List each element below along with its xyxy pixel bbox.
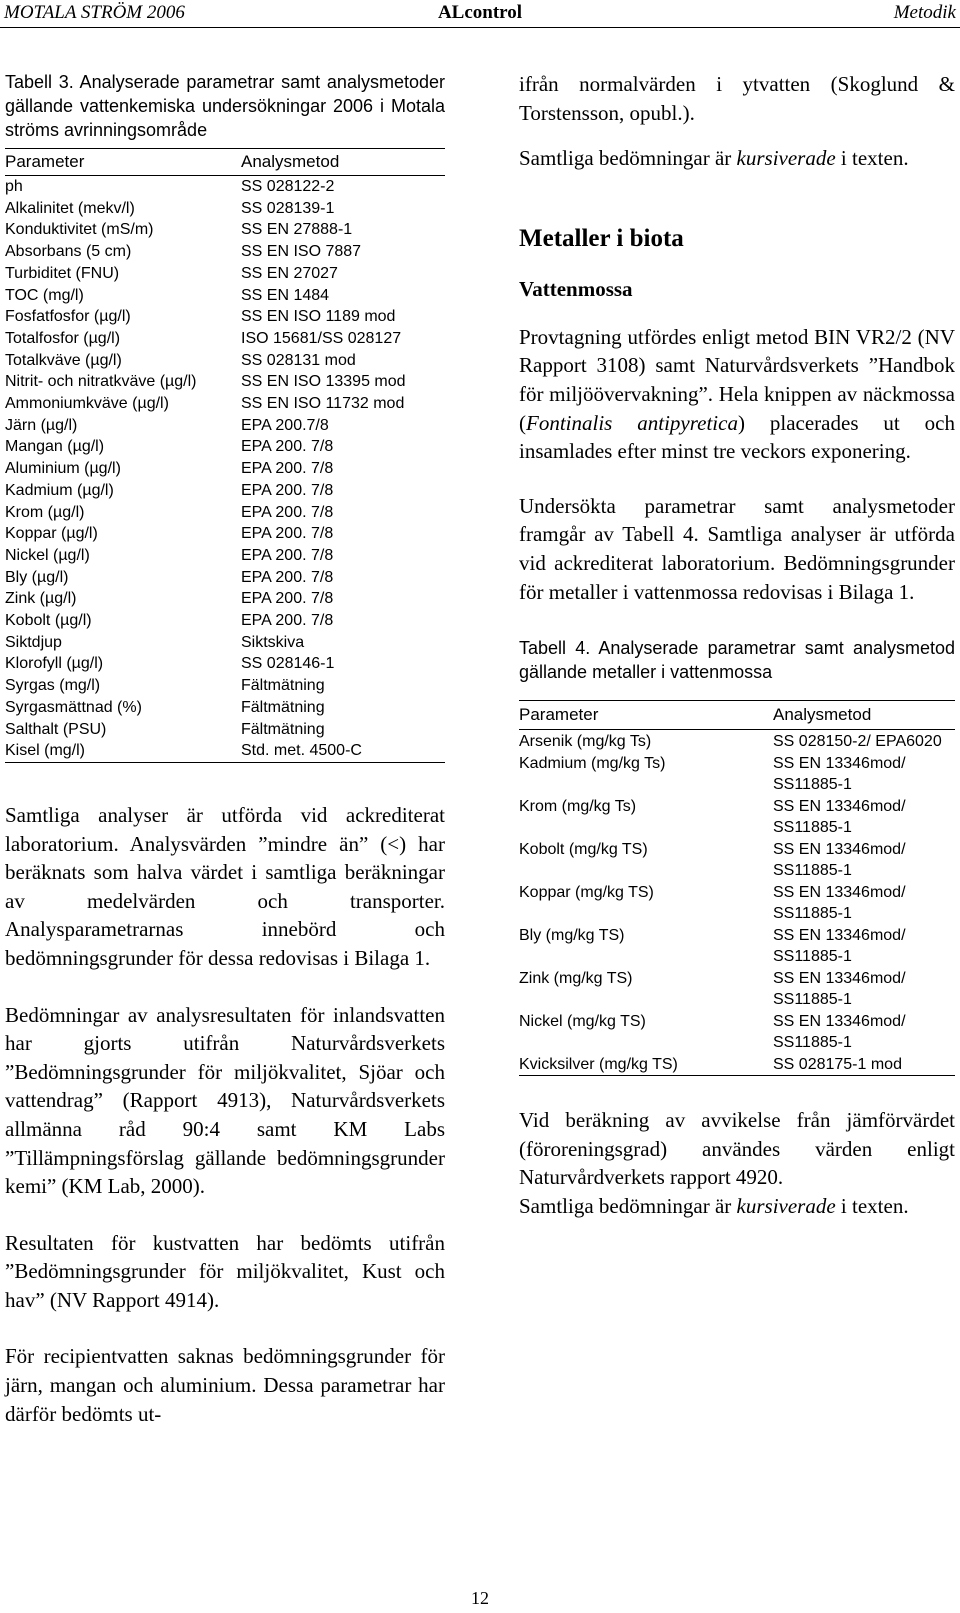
cell-parameter: Salthalt (PSU) [5, 720, 107, 738]
table-row [5, 306, 445, 328]
section-title: Metaller i biota [519, 224, 684, 252]
table-row [5, 241, 445, 263]
cell-method: SS 028122-2 [241, 178, 335, 195]
table-row [5, 350, 445, 372]
table-row [519, 1054, 955, 1076]
cell-parameter: Järn (µg/l) [5, 416, 78, 434]
cell-method: SS 028139-1 [241, 199, 335, 217]
cell-method: SS EN 13346mod/ SS11885-1 [773, 840, 906, 880]
table-row [5, 632, 445, 654]
table-row [5, 610, 445, 632]
cell-method: EPA 200. 7/8 [241, 438, 334, 456]
header-company: ALcontrol [437, 2, 523, 23]
table-row [5, 393, 445, 415]
cell-parameter: Kadmium (mg/kg Ts) [519, 754, 666, 772]
cell-method: SS EN 13346mod/ SS11885-1 [773, 797, 906, 837]
table-row [5, 502, 445, 524]
cell-parameter: Nitrit- och nitratkväve (µg/l) [5, 373, 197, 391]
table-row [5, 545, 445, 567]
cell-parameter: Alkalinitet (mekv/l) [5, 199, 135, 217]
paragraph-parameters: Undersökta parametrar samt analysmetoder framgår av Tabell 4. Samtliga analyser är utförda vid ackrediterat laboratorium. Bedömningsgrunder för metaller i vattenmossa redovisas i Bilaga 1. [519, 493, 955, 604]
cell-parameter: Koppar (µg/l) [5, 525, 98, 543]
header-section: Metodik [893, 2, 956, 23]
cell-parameter: Absorbans (5 cm) [5, 243, 132, 261]
italic-note-em: kursiverade [736, 146, 836, 171]
table3-caption-prefix: Tabell 3. [5, 72, 74, 92]
left-column [5, 70, 445, 1428]
cell-parameter: TOC (mg/l) [5, 286, 84, 304]
table-row [519, 1011, 955, 1054]
cell-parameter: Konduktivitet (mS/m) [5, 221, 154, 239]
table-row [5, 697, 445, 719]
cell-method: EPA 200.7/8 [241, 416, 329, 434]
cell-parameter: Bly (mg/kg TS) [519, 926, 625, 944]
cell-method: SS EN ISO 7887 [241, 243, 362, 261]
table4 [519, 700, 955, 1076]
italic-note2-em: kursiverade [736, 1193, 836, 1218]
table4-body [519, 730, 955, 1076]
cell-method: SS EN 13346mod/ SS11885-1 [773, 969, 906, 1009]
table4-caption-text: Analyserade parametrar samt analysmetod gällande metaller i vattenmossa [519, 638, 955, 683]
table-row [519, 968, 955, 1011]
table-row [5, 653, 445, 675]
cell-parameter: Syrgasmättnad (%) [5, 698, 142, 716]
cell-method: SS EN 13346mod/ SS11885-1 [773, 883, 906, 923]
table-row [519, 882, 955, 925]
table3-header-method: Analysmetod [241, 149, 445, 176]
table-row [5, 263, 445, 285]
cell-method: EPA 200. 7/8 [241, 568, 334, 586]
paragraph-sampling [519, 323, 955, 466]
table-row [519, 796, 955, 839]
table-row [5, 371, 445, 393]
cell-parameter: Siktdjup [5, 633, 62, 651]
cell-method: EPA 200. 7/8 [241, 546, 334, 564]
cell-method: EPA 200. 7/8 [241, 590, 334, 608]
page-number: 12 [471, 1588, 489, 1608]
table4-header-method: Analysmetod [773, 701, 955, 730]
paragraph-analyses: Samtliga analyser är utförda vid ackrediterat laboratorium. Analysvärden ”mindre än” (<) har beräknats som halva värdet i samtliga beräkningar av medelvärden och transporter. Analysparametrarnas innebörd och bedömningsgrunder för dessa redovisas i Bilaga 1. [5, 802, 445, 970]
paragraph-italic-note [519, 144, 955, 173]
table3 [5, 148, 445, 763]
table4-header-parameter: Parameter [519, 701, 773, 730]
cell-method: SS EN ISO 13395 mod [241, 373, 406, 391]
cell-method: SS EN ISO 11732 mod [241, 395, 405, 413]
table-row [519, 925, 955, 968]
table-row [5, 523, 445, 545]
table3-body [5, 176, 445, 763]
cell-parameter: Arsenik (mg/kg Ts) [519, 733, 652, 751]
table-row [519, 753, 955, 796]
table3-caption-text: Analyserade parametrar samt analysmetoder gällande vattenkemiska undersökningar 2006 i Motala ströms avrinningsområde [5, 72, 445, 140]
cell-method: EPA 200. 7/8 [241, 481, 334, 499]
table-row [5, 328, 445, 350]
subsection-title: Vattenmossa [519, 276, 633, 301]
cell-parameter: Zink (µg/l) [5, 590, 77, 608]
cell-method: Siktskiva [241, 633, 305, 651]
cell-method: EPA 200. 7/8 [241, 525, 334, 543]
cell-method: SS 028146-1 [241, 655, 335, 673]
paragraph-deviation: Vid beräkning av avvikelse från jämförvärdet (föroreningsgrad) användes värden enligt Naturvårdverkets rapport 4920. [519, 1108, 955, 1190]
sampling-text-b: ) placerades ut och insamlades efter minst tre veckors exponering. [519, 410, 955, 464]
cell-method: EPA 200. 7/8 [241, 460, 334, 478]
table-row [5, 198, 445, 220]
table-row [5, 458, 445, 480]
table4-caption-prefix: Tabell 4. [519, 638, 591, 659]
cell-parameter: Ammoniumkväve (µg/l) [5, 395, 169, 413]
table-row [5, 480, 445, 502]
cell-parameter: Koppar (mg/kg TS) [519, 883, 654, 901]
cell-method: EPA 200. 7/8 [241, 503, 334, 521]
table-row [5, 588, 445, 610]
cell-parameter: Aluminium (µg/l) [5, 460, 121, 478]
table-row [5, 176, 445, 198]
paragraph-inland-assessment: Bedömningar av analysresultaten för inlandsvatten har gjorts utifrån Naturvårdsverkets ”Bedömningsgrunder för miljökvalitet, Sjöar och vattendrag” (Rapport 4913), Naturvårdsverkets allmänna råd 90:4 samt KM Labs ”Tillämpningsförslag gällande bedömningsgrunder kemi” (KM Lab, 2000). [5, 1002, 445, 1199]
table-row [519, 730, 955, 753]
left-text [5, 801, 445, 1428]
cell-method: SS 028131 mod [241, 351, 356, 369]
cell-parameter: Krom (mg/kg Ts) [519, 797, 637, 815]
header-rule [0, 27, 960, 28]
table-row [5, 719, 445, 741]
cell-method: SS EN 27027 [241, 264, 338, 282]
table3-caption [5, 70, 445, 142]
table-row [5, 415, 445, 437]
table-row [5, 675, 445, 697]
cell-parameter: Nickel (mg/kg TS) [519, 1012, 646, 1030]
cell-parameter: ph [5, 178, 23, 195]
table-row [5, 436, 445, 458]
cell-parameter: Klorofyll (µg/l) [5, 655, 104, 673]
table-row [5, 219, 445, 241]
paragraph-normal-values: ifrån normalvärden i ytvatten (Skoglund & Torstensson, opubl.). [519, 72, 955, 125]
cell-parameter: Totalfosfor (µg/l) [5, 329, 121, 347]
cell-method: SS 028150-2/ EPA6020 [773, 733, 942, 751]
table4-header-row [519, 701, 955, 730]
cell-method: ISO 15681/SS 028127 [241, 329, 402, 347]
cell-method: SS EN 27888-1 [241, 221, 353, 239]
cell-method: SS EN ISO 1189 mod [241, 308, 396, 326]
running-header [0, 0, 960, 28]
table-row [5, 567, 445, 589]
paragraph-coastal-assessment: Resultaten för kustvatten har bedömts utifrån ”Bedömningsgrunder för miljökvalitet, Kust och hav” (NV Rapport 4914). [5, 1230, 445, 1312]
cell-method: Fältmätning [241, 698, 325, 716]
cell-parameter: Kadmium (µg/l) [5, 481, 114, 499]
right-column [519, 70, 955, 1221]
cell-parameter: Mangan (µg/l) [5, 438, 105, 456]
table-row [519, 839, 955, 882]
table3-header-parameter: Parameter [5, 149, 241, 176]
cell-method: Std. met. 4500-C [241, 742, 362, 760]
cell-method: EPA 200. 7/8 [241, 612, 334, 630]
cell-parameter: Nickel (µg/l) [5, 546, 90, 564]
sampling-text-a: Provtagning utfördes enligt metod BIN VR2/2 (NV Rapport 3108) samt Naturvårdsverkets ”Handbok för miljöövervakning”. Hela knippen av näckmossa ( [519, 324, 955, 435]
italic-note2-pre: Samtliga bedömningar är [519, 1193, 737, 1218]
table-row [5, 285, 445, 307]
cell-parameter: Kisel (mg/l) [5, 742, 86, 760]
cell-parameter: Krom (µg/l) [5, 503, 85, 521]
cell-method: Fältmätning [241, 720, 325, 738]
italic-note-post: i texten. [835, 146, 909, 171]
cell-parameter: Zink (mg/kg TS) [519, 969, 633, 987]
paragraph-italic-note-2 [519, 1192, 955, 1221]
italic-note2-post: i texten. [835, 1193, 909, 1218]
cell-method: SS EN 13346mod/ SS11885-1 [773, 926, 906, 966]
cell-method: SS EN 13346mod/ SS11885-1 [773, 1012, 906, 1052]
cell-parameter: Turbiditet (FNU) [5, 264, 120, 282]
cell-parameter: Kobolt (µg/l) [5, 612, 92, 630]
sampling-species: Fontinalis antipyretica [526, 410, 738, 435]
header-report-title: MOTALA STRÖM 2006 [4, 2, 185, 23]
cell-method: SS EN 13346mod/ SS11885-1 [773, 754, 906, 794]
cell-parameter: Fosfatfosfor (µg/l) [5, 308, 131, 326]
table3-header-row [5, 149, 445, 176]
cell-parameter: Syrgas (mg/l) [5, 677, 101, 695]
table-row [5, 740, 445, 762]
cell-method: SS EN 1484 [241, 286, 330, 304]
cell-parameter: Totalkväve (µg/l) [5, 351, 122, 369]
cell-parameter: Kvicksilver (mg/kg TS) [519, 1055, 678, 1073]
cell-method: Fältmätning [241, 677, 325, 695]
cell-method: SS 028175-1 mod [773, 1055, 902, 1073]
italic-note-pre: Samtliga bedömningar är [519, 146, 737, 171]
paragraph-recipient-water: För recipientvatten saknas bedömningsgrunder för järn, mangan och aluminium. Dessa parametrar har därför bedömts ut- [5, 1344, 445, 1426]
cell-parameter: Kobolt (mg/kg TS) [519, 840, 648, 858]
table4-caption [519, 636, 955, 684]
cell-parameter: Bly (µg/l) [5, 568, 69, 586]
